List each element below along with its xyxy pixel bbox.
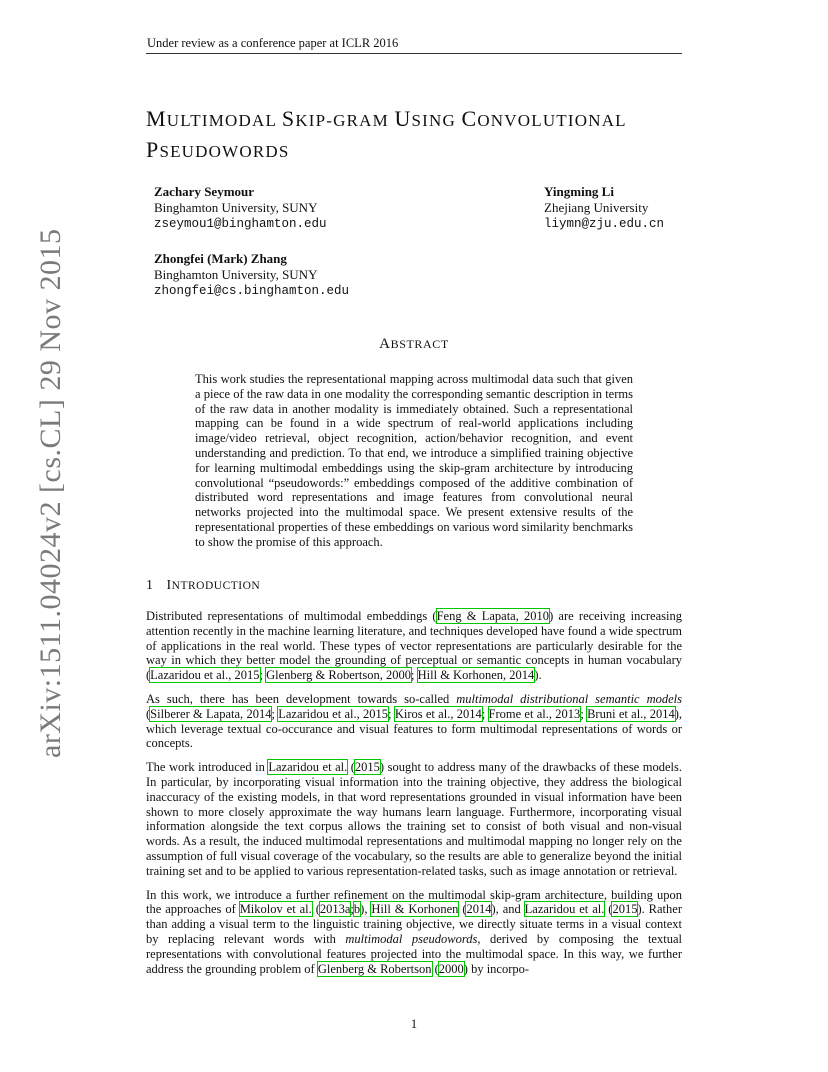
citation-link[interactable]: 2014 bbox=[466, 902, 492, 917]
text-run: ( bbox=[604, 902, 613, 917]
heading-word: NTRODUCTION bbox=[171, 580, 261, 592]
text-run: ( bbox=[146, 706, 151, 721]
citation-link[interactable]: Glenberg & Robertson bbox=[317, 961, 432, 976]
citation-link[interactable]: Kiros et al., 2014 bbox=[394, 706, 482, 721]
title-word: KIP-GRAM bbox=[295, 111, 395, 130]
text-run: As such, there has been development towards so-called bbox=[146, 691, 457, 706]
page-number: 1 bbox=[410, 1017, 418, 1031]
author-email[interactable]: zhongfei@cs.binghamton.edu bbox=[154, 284, 350, 298]
text-run: ; bbox=[388, 706, 395, 721]
title-letter: U bbox=[394, 106, 412, 131]
title-word: ULTIMODAL bbox=[166, 111, 282, 130]
heading-letter: A bbox=[379, 336, 391, 352]
text-run: ( bbox=[431, 961, 439, 976]
paragraph bbox=[146, 760, 682, 878]
citation-link[interactable]: Bruni et al., 2014 bbox=[587, 706, 675, 721]
citation-link[interactable]: Silberer & Lapata, 2014 bbox=[150, 706, 272, 721]
paragraph bbox=[146, 888, 682, 977]
paragraph bbox=[146, 609, 682, 683]
citation-link[interactable]: 2015 bbox=[612, 902, 638, 917]
citation-link[interactable]: Feng & Lapata, 2010 bbox=[436, 609, 550, 623]
title-word: SEUDOWORDS bbox=[159, 142, 290, 161]
author-block-li bbox=[544, 184, 664, 232]
text-run: ; bbox=[580, 706, 588, 721]
text-run: The work introduced in bbox=[146, 760, 269, 775]
citation-link[interactable]: 2000 bbox=[438, 961, 464, 976]
emphasized-term: multimodal pseudowords bbox=[345, 931, 478, 946]
section-heading-introduction bbox=[146, 578, 260, 594]
citation-link[interactable]: 2013a bbox=[319, 902, 351, 917]
text-run: ). bbox=[534, 668, 542, 683]
text-run: ), bbox=[360, 902, 372, 917]
text-run: ; bbox=[259, 668, 267, 683]
emphasized-term: multimodal distributional semantic models bbox=[456, 691, 682, 706]
text-run: ; bbox=[411, 668, 418, 683]
title-word: ONVOLUTIONAL bbox=[477, 111, 627, 130]
citation-link[interactable]: b bbox=[353, 902, 361, 917]
citation-link[interactable]: Lazaridou et al., 2015 bbox=[278, 706, 389, 721]
citation-link[interactable]: Mikolov et al. bbox=[239, 902, 312, 917]
text-run: ( bbox=[458, 902, 467, 917]
author-name: Zachary Seymour bbox=[154, 184, 255, 199]
header-rule bbox=[146, 53, 682, 54]
author-block-seymour bbox=[154, 184, 327, 232]
heading-word: BSTRACT bbox=[390, 337, 449, 351]
title-letter: M bbox=[146, 106, 167, 131]
text-run: ). Rather than adding a visual term to the linguistic training objective, we directly situate terms in a visual context by replacing relevant words with bbox=[146, 902, 682, 946]
text-run: ), which leverage textual co-occurance and visual features to form multimodal representations of words or concepts. bbox=[146, 706, 682, 751]
paragraph bbox=[146, 692, 682, 751]
text-run: ; bbox=[481, 706, 489, 721]
author-email[interactable]: zseymou1@binghamton.edu bbox=[154, 217, 327, 231]
text-run: In this work, we introduce a further refinement on the multimodal skip-gram architecture, building upon the approaches of bbox=[146, 887, 682, 917]
text-run: , derived by composing the textual representations with convolutional features projected into the multimodal space. In this way, we further address the grounding problem of bbox=[146, 931, 682, 976]
running-header: Under review as a conference paper at ICLR 2016 bbox=[147, 36, 399, 50]
author-block-zhang bbox=[154, 251, 349, 299]
abstract-text: This work studies the representational mapping across multimodal data such that given a piece of the raw data in one modality the corresponding semantic description in terms of the raw data in another modality is immediately obtained. Such a representational mapping can be found in a wide spectrum of real-world applications including image/video retrieval, object recognition, action/behavior recognition, and event understanding and prediction. To that end, we introduce a simplified training objective for learning multimodal embeddings using the skip-gram architecture by introducing convolutional “pseudowords:” embeddings composed of the additive combination of distributed word representations and image features from convolutional neural networks projected into the multimodal space. We present extensive results of the representational properties of these embeddings on various word similarity benchmarks to show the promise of this approach. bbox=[195, 372, 633, 549]
author-affiliation: Binghamton University, SUNY bbox=[154, 200, 318, 215]
citation-link[interactable]: Hill & Korhonen, 2014 bbox=[417, 668, 535, 683]
abstract-heading bbox=[0, 336, 828, 353]
citation-link[interactable]: Lazaridou et al. bbox=[524, 902, 605, 917]
text-run: ( bbox=[311, 902, 320, 917]
title-word: SING bbox=[411, 111, 462, 130]
citation-link[interactable]: Glenberg & Robertson, 2000 bbox=[266, 668, 412, 683]
citation-link[interactable]: Lazaridou et al. bbox=[268, 760, 348, 775]
author-email[interactable]: liymn@zju.edu.cn bbox=[544, 217, 665, 231]
text-run: ) by incorpo- bbox=[463, 961, 530, 976]
citation-link[interactable]: Frome et al., 2013 bbox=[488, 706, 581, 721]
author-name: Yingming Li bbox=[544, 184, 614, 199]
text-run: ; bbox=[271, 706, 279, 721]
text-run: ), and bbox=[491, 902, 525, 917]
title-letter: S bbox=[281, 106, 296, 131]
text-run: ; bbox=[350, 902, 354, 917]
title-letter: C bbox=[461, 106, 478, 131]
title-letter: P bbox=[146, 137, 160, 162]
text-run: ) are receiving increasing attention recently in the machine learning literature, and techniques developed have found a wide spectrum of applications in the real world. These types of vector representations are particularly desirable for the way in which they better model the grounding of perceptual or semantic concepts in human vocabulary ( bbox=[146, 609, 682, 683]
text-run: ( bbox=[347, 760, 355, 775]
text-run: Distributed representations of multimodal embeddings ( bbox=[146, 609, 437, 623]
citation-link[interactable]: 2015 bbox=[354, 760, 380, 775]
citation-link[interactable]: Hill & Korhonen bbox=[371, 902, 459, 917]
author-affiliation: Binghamton University, SUNY bbox=[154, 267, 318, 282]
section-number: 1 bbox=[146, 578, 154, 593]
author-name: Zhongfei (Mark) Zhang bbox=[154, 251, 287, 266]
author-affiliation: Zhejiang University bbox=[544, 200, 649, 215]
text-run: ) sought to address many of the drawbacks of these models. In particular, by incorporating visual information into the training objective, they address the biological inaccuracy of the existing models, in that word representations grounded in visual information have been shown to more closely approximate the way humans learn language. Furthermore, incorporating visual information alongside the text corpus allows the training set to consist of both visual and non-visual words. As a result, the induced multimodal representations and multimodal mapping no longer rely on the assumption of full visual coverage of the vocabulary, so the results are able to generalize beyond the initial training set and to be applied to various representation-related tasks, such as image annotation or retrieval. bbox=[146, 760, 682, 878]
citation-link[interactable]: Lazaridou et al., 2015 bbox=[150, 668, 260, 683]
paper-title bbox=[146, 104, 706, 166]
heading-letter: I bbox=[166, 578, 172, 593]
introduction-body bbox=[146, 609, 682, 985]
arxiv-identifier[interactable]: arXiv:1511.04024v2 [cs.CL] 29 Nov 2015 bbox=[34, 228, 67, 758]
